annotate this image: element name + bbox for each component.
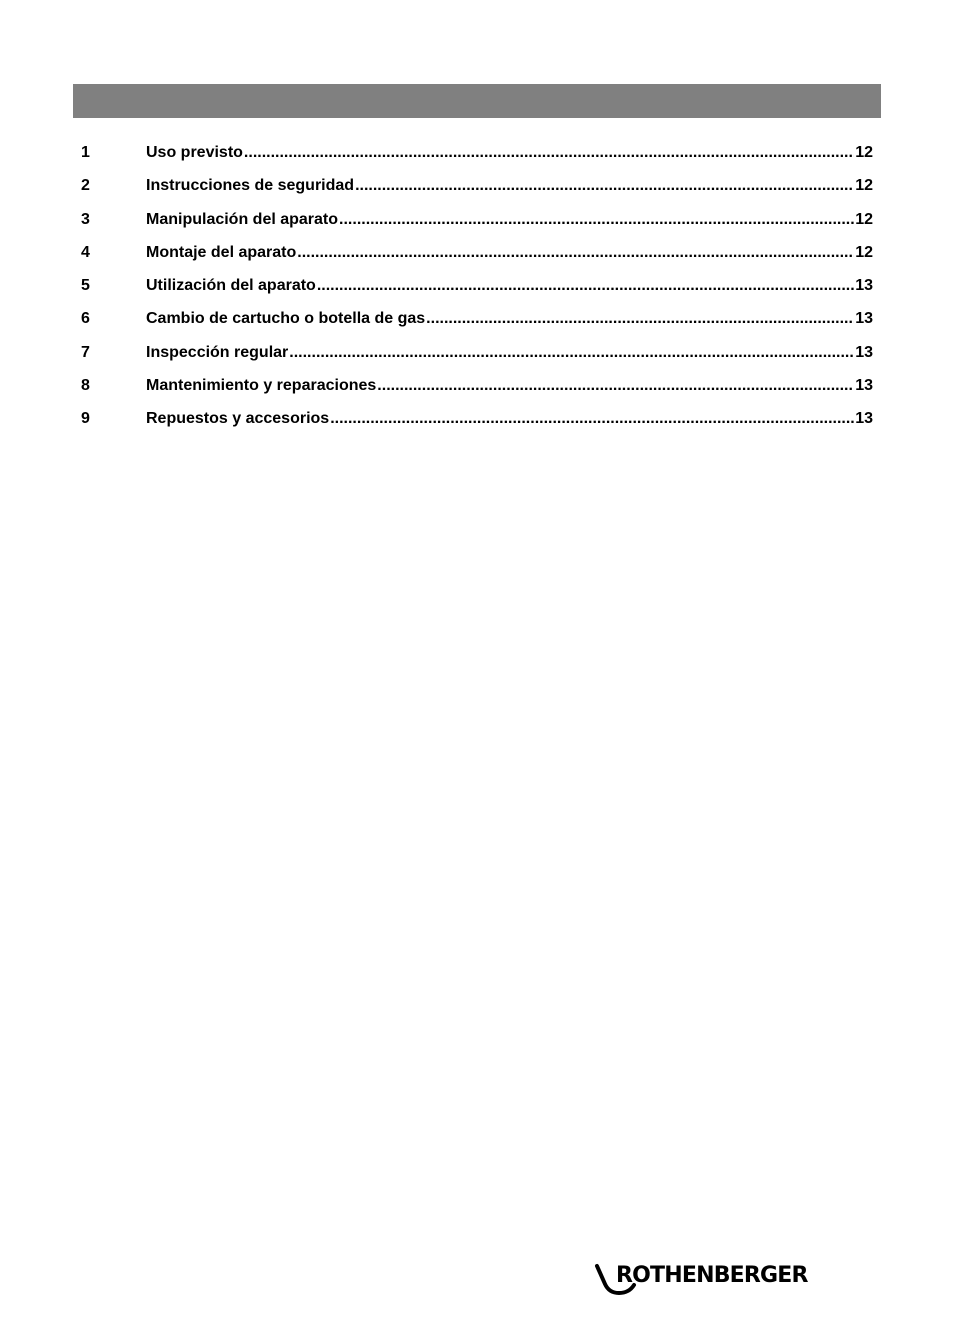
toc-entry-page: 13 [855,377,873,395]
toc-entry-number: 4 [81,243,90,261]
toc-entry-page: 12 [855,210,873,228]
toc-entry-title: Inspección regular [146,343,289,361]
toc-entry[interactable] [81,177,873,210]
logo-wordmark: ROTHENBERGER [616,1263,808,1288]
toc-entry-title: Utilización del aparato [146,277,316,295]
toc-entry-number: 7 [81,343,90,361]
toc-leader-dots [244,144,854,162]
toc-entry-number: 1 [81,144,90,161]
header-bar [73,84,881,118]
toc-entry-page: 12 [855,177,873,195]
toc-leader-dots [330,410,854,428]
toc-entry[interactable] [81,377,873,410]
rothenberger-logo [594,1262,830,1298]
toc-entry[interactable] [81,344,873,377]
toc-leader-dots [289,344,854,362]
toc-leader-dots [377,377,854,395]
toc-entry-title: Montaje del aparato [146,243,297,261]
toc-entry-title: Instrucciones de seguridad [146,177,355,195]
toc-entry[interactable] [81,310,873,343]
toc-entry[interactable] [81,211,873,244]
toc-entry-number: 6 [81,310,90,328]
toc-entry-title: Repuestos y accesorios [146,410,330,428]
toc-entry-title: Mantenimiento y reparaciones [146,377,377,395]
toc-entry-page: 12 [855,144,873,161]
toc-entry-number: 2 [81,177,90,195]
toc-leader-dots [317,277,854,295]
toc-entry-page: 13 [855,343,873,361]
toc-entry-title: Uso previsto [146,144,243,161]
toc-leader-dots [339,211,854,229]
toc-leader-dots [426,310,854,328]
toc-entry-title: Manipulación del aparato [146,210,339,228]
table-of-contents [81,144,873,444]
toc-entry[interactable] [81,277,873,310]
toc-leader-dots [297,244,854,262]
toc-entry-number: 5 [81,277,90,295]
toc-entry-number: 3 [81,210,90,228]
toc-entry-page: 13 [855,277,873,295]
toc-entry-page: 12 [855,243,873,261]
toc-leader-dots [355,177,854,195]
toc-entry-page: 13 [855,310,873,328]
toc-entry[interactable] [81,144,873,177]
toc-entry-number: 9 [81,410,90,428]
toc-entry[interactable] [81,410,873,443]
toc-entry-number: 8 [81,377,90,395]
toc-entry-title: Cambio de cartucho o botella de gas [146,310,426,328]
toc-entry[interactable] [81,244,873,277]
toc-entry-page: 13 [855,410,873,428]
